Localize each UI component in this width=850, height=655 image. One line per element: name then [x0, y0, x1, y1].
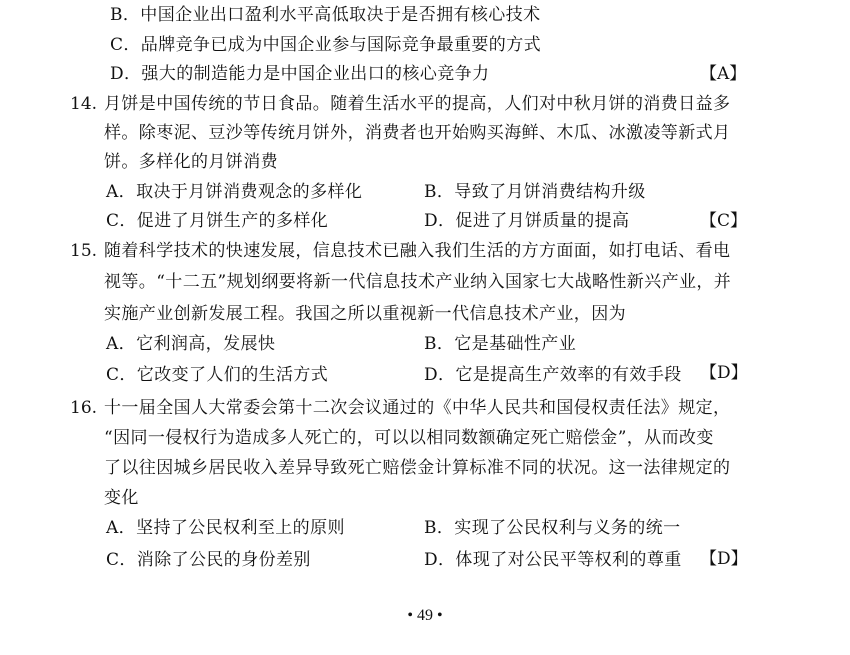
- q14-number: 14.: [70, 94, 98, 114]
- q15-option-d: D．它是提高生产效率的有效手段: [424, 365, 682, 385]
- q16-option-d: D．体现了对公民平等权利的尊重: [424, 550, 682, 570]
- q15-option-b: B．它是基础性产业: [424, 334, 577, 354]
- q15-option-c: C．它改变了人们的生活方式: [106, 365, 329, 385]
- q16-option-c: C．消除了公民的身份差别: [106, 550, 311, 570]
- q14-option-c: C．促进了月饼生产的多样化: [106, 211, 329, 231]
- q15-stem-line3: 实施产业创新发展工程。我国之所以重视新一代信息技术产业，因为: [104, 304, 626, 324]
- q15-answer: 【D】: [700, 363, 748, 383]
- q15-stem-line2: 视等。“十二五”规划纲要将新一代信息技术产业纳入国家七大战略性新兴产业，并: [104, 272, 732, 292]
- q14-stem-line3: 饼。多样化的月饼消费: [104, 152, 278, 172]
- q14-answer: 【C】: [700, 211, 748, 231]
- q13-option-b: B．中国企业出口盈利水平高低取决于是否拥有核心技术: [110, 5, 541, 25]
- q13-option-c: C．品牌竞争已成为中国企业参与国际竞争最重要的方式: [110, 35, 542, 55]
- q16-stem-line2: “因同一侵权行为造成多人死亡的，可以以相同数额确定死亡赔偿金”，从而改变: [104, 428, 714, 448]
- q16-number: 16.: [70, 398, 98, 418]
- q16-stem-line1: 十一届全国人大常委会第十二次会议通过的《中华人民共和国侵权责任法》规定，: [104, 398, 731, 418]
- q13-answer: 【A】: [700, 64, 747, 84]
- page-number: • 49 •: [407, 607, 443, 624]
- q16-stem-line4: 变化: [104, 488, 139, 508]
- q16-option-a: A．坚持了公民权利至上的原则: [106, 518, 345, 538]
- q14-option-b: B．导致了月饼消费结构升级: [424, 182, 646, 202]
- q14-option-a: A．取决于月饼消费观念的多样化: [106, 182, 363, 202]
- q15-stem-line1: 随着科学技术的快速发展，信息技术已融入我们生活的方方面面，如打电话、看电: [104, 241, 731, 261]
- q15-option-a: A．它利润高，发展快: [106, 334, 276, 354]
- q14-option-d: D．促进了月饼质量的提高: [424, 211, 630, 231]
- q13-option-d: D．强大的制造能力是中国企业出口的核心竞争力: [110, 64, 490, 84]
- q16-option-b: B．实现了公民权利与义务的统一: [424, 518, 681, 538]
- q15-number: 15.: [70, 241, 98, 261]
- q14-stem-line1: 月饼是中国传统的节日食品。随着生活水平的提高，人们对中秋月饼的消费日益多: [104, 94, 731, 114]
- q14-stem-line2: 样。除枣泥、豆沙等传统月饼外，消费者也开始购买海鲜、木瓜、冰激凌等新式月: [104, 123, 731, 143]
- q16-answer: 【D】: [700, 549, 748, 569]
- q16-stem-line3: 了以往因城乡居民收入差异导致死亡赔偿金计算标准不同的状况。这一法律规定的: [104, 458, 731, 478]
